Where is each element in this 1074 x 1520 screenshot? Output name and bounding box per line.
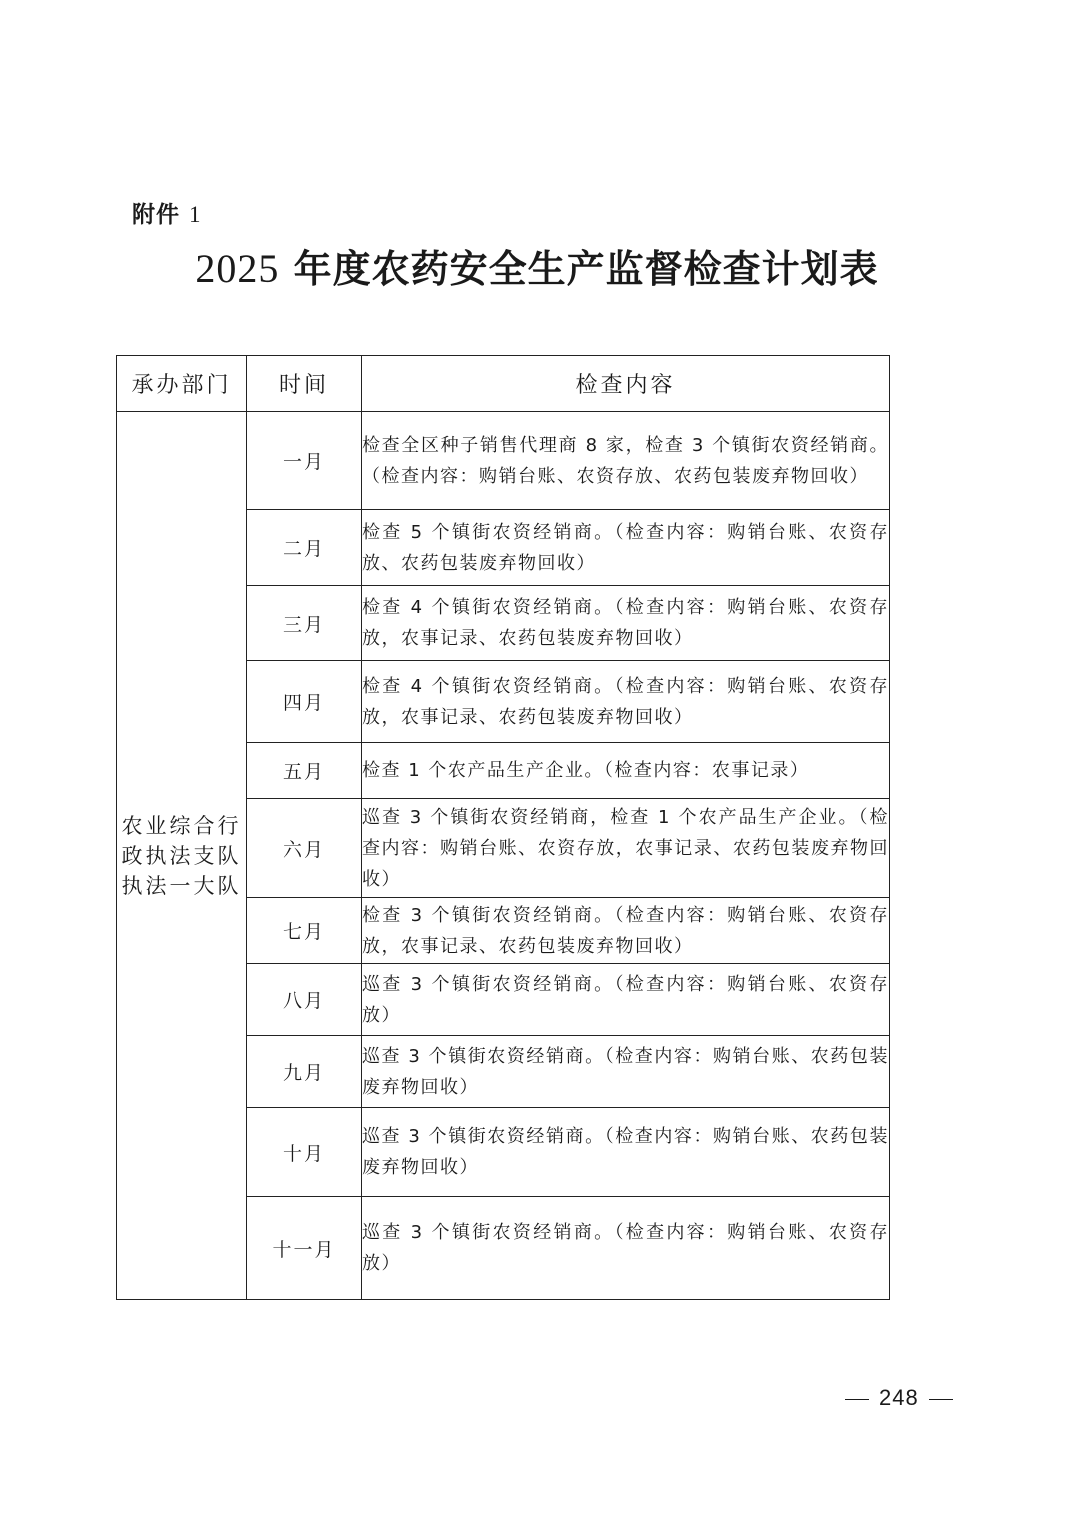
month-cell: 九月 xyxy=(247,1036,362,1108)
content-cell: 巡查 3 个镇街农资经销商。（检查内容：购销台账、农药包装废弃物回收） xyxy=(362,1036,890,1108)
header-content: 检查内容 xyxy=(362,356,890,412)
attachment-number: 1 xyxy=(189,202,202,227)
attachment-text: 附件 xyxy=(132,202,180,228)
attachment-label xyxy=(132,196,202,229)
month-cell: 五月 xyxy=(247,743,362,799)
month-cell: 八月 xyxy=(247,964,362,1036)
page-number xyxy=(835,1385,963,1411)
month-cell: 四月 xyxy=(247,661,362,743)
content-cell: 检查 1 个农产品生产企业。（检查内容：农事记录） xyxy=(362,743,890,799)
table-header-row xyxy=(117,356,890,412)
content-cell: 检查 4 个镇街农资经销商。（检查内容：购销台账、农资存放，农事记录、农药包装废弃物回收） xyxy=(362,586,890,661)
month-cell: 十月 xyxy=(247,1108,362,1197)
content-cell: 巡查 3 个镇街农资经销商。（检查内容：购销台账、农资存放） xyxy=(362,1197,890,1300)
content-cell: 检查 5 个镇街农资经销商。（检查内容：购销台账、农资存放、农药包装废弃物回收） xyxy=(362,510,890,586)
page-number-value: 248 xyxy=(879,1385,919,1410)
table-row xyxy=(117,412,890,510)
content-cell: 检查 4 个镇街农资经销商。（检查内容：购销台账、农资存放，农事记录、农药包装废弃物回收） xyxy=(362,661,890,743)
document-title xyxy=(0,238,1074,293)
content-cell: 巡查 3 个镇街农资经销商。（检查内容：购销台账、农药包装废弃物回收） xyxy=(362,1108,890,1197)
content-cell: 巡查 3 个镇街农资经销商，检查 1 个农产品生产企业。（检查内容：购销台账、农资存放，农事记录、农药包装废弃物回收） xyxy=(362,799,890,898)
inspection-plan-table xyxy=(116,355,890,1300)
department-cell: 农业综合行政执法支队执法一大队 xyxy=(117,412,247,1300)
title-year: 2025 xyxy=(195,246,280,291)
month-cell: 七月 xyxy=(247,898,362,964)
header-time: 时间 xyxy=(247,356,362,412)
month-cell: 一月 xyxy=(247,412,362,510)
content-cell: 巡查 3 个镇街农资经销商。（检查内容：购销台账、农资存放） xyxy=(362,964,890,1036)
month-cell: 三月 xyxy=(247,586,362,661)
page-number-dash-left xyxy=(845,1399,869,1400)
title-text: 年度农药安全生产监督检查计划表 xyxy=(293,247,879,291)
month-cell: 二月 xyxy=(247,510,362,586)
content-cell: 检查 3 个镇街农资经销商。（检查内容：购销台账、农资存放，农事记录、农药包装废弃物回收） xyxy=(362,898,890,964)
page-number-dash-right xyxy=(929,1399,953,1400)
content-cell: 检查全区种子销售代理商 8 家，检查 3 个镇街农资经销商。（检查内容：购销台账、农资存放、农药包装废弃物回收） xyxy=(362,412,890,510)
month-cell: 十一月 xyxy=(247,1197,362,1300)
month-cell: 六月 xyxy=(247,799,362,898)
header-department: 承办部门 xyxy=(117,356,247,412)
